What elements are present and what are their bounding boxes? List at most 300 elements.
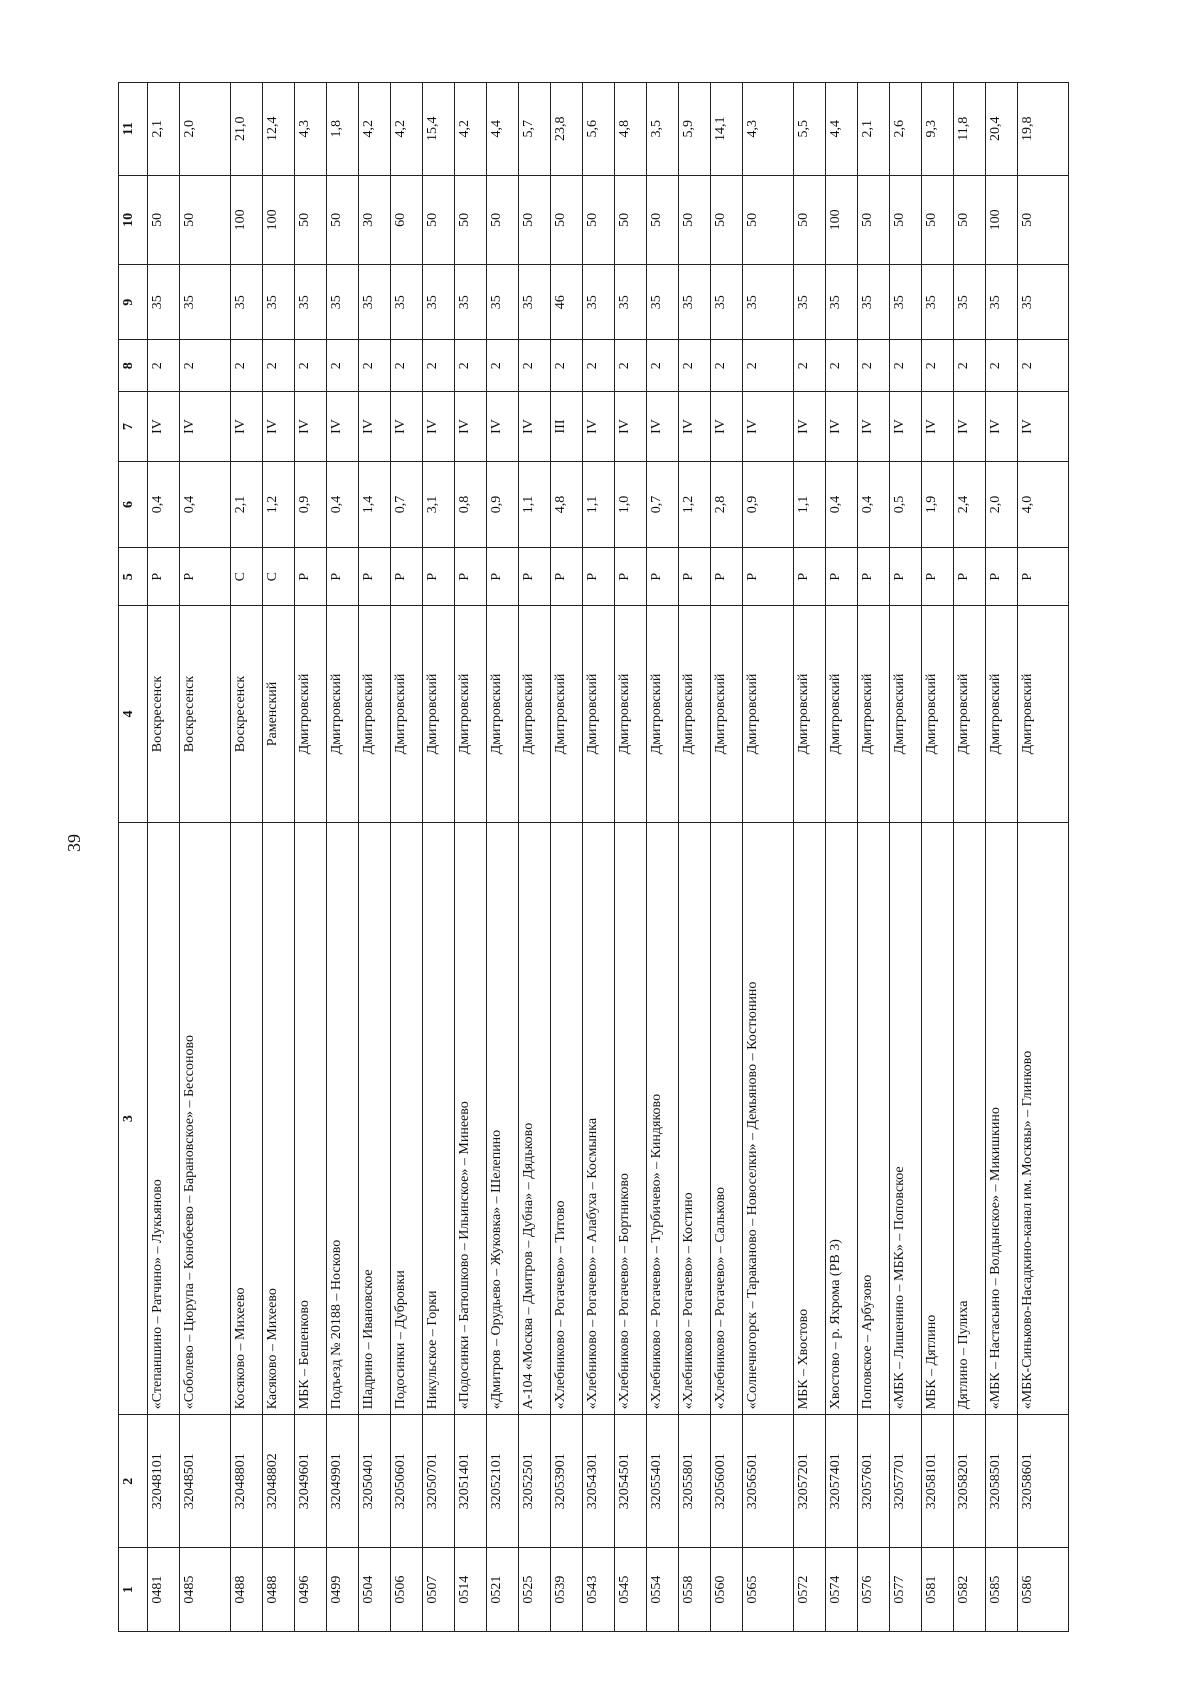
cell-road-class: IV xyxy=(487,392,519,461)
cell-road-class: III xyxy=(551,392,583,461)
cell-road-name: «МБК – Настасьино – Волдынское» – Микишкино xyxy=(986,822,1018,1414)
cell-road-name: Подосинки – Дубровки xyxy=(391,822,423,1414)
cell-category-code: С xyxy=(263,548,295,606)
cell-road-class: IV xyxy=(922,392,954,461)
cell-value-11: 2,0 xyxy=(180,83,231,176)
cell-length: 4,0 xyxy=(1018,461,1069,548)
cell-lanes: 2 xyxy=(986,340,1018,392)
cell-value-11: 5,5 xyxy=(794,83,826,176)
cell-district: Дмитровский xyxy=(359,606,391,823)
cell-value-10: 50 xyxy=(148,175,180,265)
cell-road-id: 32048802 xyxy=(263,1415,295,1548)
table-row xyxy=(423,83,455,1632)
cell-road-number: 0499 xyxy=(327,1548,359,1632)
cell-road-id: 32050601 xyxy=(391,1415,423,1548)
cell-road-id: 32052501 xyxy=(519,1415,551,1548)
cell-road-name: «Солнечногорск – Тараканово – Новоселки» – Демьяново – Костюнино xyxy=(743,822,794,1414)
cell-length: 0,4 xyxy=(826,461,858,548)
cell-length: 0,5 xyxy=(890,461,922,548)
cell-category-code: Р xyxy=(615,548,647,606)
cell-lanes: 2 xyxy=(743,340,794,392)
cell-length: 0,7 xyxy=(647,461,679,548)
cell-category-code: Р xyxy=(391,548,423,606)
cell-width: 35 xyxy=(359,265,391,340)
cell-road-number: 0572 xyxy=(794,1548,826,1632)
cell-road-name: «Дмитров – Орудьево – Жуковка» – Шелепино xyxy=(487,822,519,1414)
cell-road-name: «МБК – Лишенино – МБК» – Поповское xyxy=(890,822,922,1414)
cell-value-10: 50 xyxy=(743,175,794,265)
cell-width: 35 xyxy=(826,265,858,340)
cell-lanes: 2 xyxy=(1018,340,1069,392)
cell-district: Дмитровский xyxy=(826,606,858,823)
cell-category-code: Р xyxy=(583,548,615,606)
cell-category-code: Р xyxy=(711,548,743,606)
cell-length: 1,9 xyxy=(922,461,954,548)
cell-road-name: «Хлебниково – Рогачево» – Титово xyxy=(551,822,583,1414)
cell-value-10: 50 xyxy=(551,175,583,265)
cell-district: Дмитровский xyxy=(455,606,487,823)
cell-width: 35 xyxy=(890,265,922,340)
cell-value-10: 100 xyxy=(263,175,295,265)
cell-road-name: «Соболево – Цюрупа – Конобеево – Барановское» – Бессоново xyxy=(180,822,231,1414)
cell-district: Дмитровский xyxy=(615,606,647,823)
cell-road-id: 32057401 xyxy=(826,1415,858,1548)
cell-value-10: 50 xyxy=(455,175,487,265)
cell-road-number: 0488 xyxy=(231,1548,263,1632)
cell-value-11: 15,4 xyxy=(423,83,455,176)
table-row xyxy=(858,83,890,1632)
header-cell-1: 1 xyxy=(119,1548,148,1632)
cell-road-number: 0582 xyxy=(954,1548,986,1632)
cell-road-class: IV xyxy=(679,392,711,461)
cell-road-id: 32048101 xyxy=(148,1415,180,1548)
cell-value-11: 3,5 xyxy=(647,83,679,176)
cell-category-code: Р xyxy=(647,548,679,606)
cell-value-11: 20,4 xyxy=(986,83,1018,176)
cell-value-10: 50 xyxy=(423,175,455,265)
cell-width: 35 xyxy=(487,265,519,340)
cell-district: Воскресенск xyxy=(148,606,180,823)
table-row xyxy=(922,83,954,1632)
cell-road-number: 0525 xyxy=(519,1548,551,1632)
header-cell-7: 7 xyxy=(119,392,148,461)
cell-road-number: 0481 xyxy=(148,1548,180,1632)
cell-lanes: 2 xyxy=(954,340,986,392)
cell-road-name: МБК – Дятлино xyxy=(922,822,954,1414)
cell-road-id: 32055401 xyxy=(647,1415,679,1548)
rotated-table-frame xyxy=(118,82,1100,1632)
cell-length: 1,2 xyxy=(263,461,295,548)
cell-length: 3,1 xyxy=(423,461,455,548)
cell-lanes: 2 xyxy=(890,340,922,392)
cell-road-number: 0585 xyxy=(986,1548,1018,1632)
cell-lanes: 2 xyxy=(519,340,551,392)
cell-lanes: 2 xyxy=(327,340,359,392)
table-row xyxy=(647,83,679,1632)
cell-category-code: Р xyxy=(922,548,954,606)
cell-value-11: 4,4 xyxy=(826,83,858,176)
cell-value-11: 2,1 xyxy=(148,83,180,176)
cell-value-10: 50 xyxy=(890,175,922,265)
table-row xyxy=(327,83,359,1632)
cell-road-class: IV xyxy=(583,392,615,461)
cell-value-10: 100 xyxy=(231,175,263,265)
cell-value-11: 2,6 xyxy=(890,83,922,176)
cell-width: 35 xyxy=(295,265,327,340)
cell-road-class: IV xyxy=(263,392,295,461)
cell-road-id: 32053901 xyxy=(551,1415,583,1548)
cell-lanes: 2 xyxy=(231,340,263,392)
cell-value-10: 50 xyxy=(954,175,986,265)
cell-road-number: 0586 xyxy=(1018,1548,1069,1632)
cell-category-code: Р xyxy=(359,548,391,606)
table-row xyxy=(615,83,647,1632)
cell-value-10: 100 xyxy=(986,175,1018,265)
cell-width: 35 xyxy=(858,265,890,340)
cell-length: 2,4 xyxy=(954,461,986,548)
roads-table xyxy=(118,82,1069,1632)
cell-value-10: 50 xyxy=(647,175,679,265)
cell-length: 0,8 xyxy=(455,461,487,548)
cell-road-class: IV xyxy=(1018,392,1069,461)
header-cell-8: 8 xyxy=(119,340,148,392)
cell-road-id: 32050701 xyxy=(423,1415,455,1548)
cell-road-id: 32056501 xyxy=(743,1415,794,1548)
cell-lanes: 2 xyxy=(180,340,231,392)
cell-lanes: 2 xyxy=(922,340,954,392)
cell-length: 2,0 xyxy=(986,461,1018,548)
table-row xyxy=(794,83,826,1632)
cell-value-11: 4,4 xyxy=(487,83,519,176)
header-cell-6: 6 xyxy=(119,461,148,548)
table-row xyxy=(743,83,794,1632)
cell-district: Дмитровский xyxy=(743,606,794,823)
cell-length: 0,7 xyxy=(391,461,423,548)
cell-road-class: IV xyxy=(743,392,794,461)
cell-category-code: Р xyxy=(794,548,826,606)
cell-category-code: Р xyxy=(826,548,858,606)
cell-district: Дмитровский xyxy=(922,606,954,823)
table-row xyxy=(148,83,180,1632)
cell-value-11: 4,2 xyxy=(391,83,423,176)
cell-lanes: 2 xyxy=(794,340,826,392)
cell-road-class: IV xyxy=(231,392,263,461)
cell-district: Дмитровский xyxy=(711,606,743,823)
cell-district: Дмитровский xyxy=(679,606,711,823)
cell-district: Воскресенск xyxy=(231,606,263,823)
cell-category-code: Р xyxy=(295,548,327,606)
cell-category-code: Р xyxy=(423,548,455,606)
table-row xyxy=(826,83,858,1632)
cell-road-id: 32050401 xyxy=(359,1415,391,1548)
cell-width: 35 xyxy=(647,265,679,340)
cell-lanes: 2 xyxy=(647,340,679,392)
table-row xyxy=(359,83,391,1632)
cell-road-number: 0485 xyxy=(180,1548,231,1632)
cell-length: 0,4 xyxy=(858,461,890,548)
cell-road-id: 32048801 xyxy=(231,1415,263,1548)
cell-road-class: IV xyxy=(615,392,647,461)
cell-road-class: IV xyxy=(391,392,423,461)
cell-road-id: 32048501 xyxy=(180,1415,231,1548)
cell-value-11: 21,0 xyxy=(231,83,263,176)
cell-category-code: Р xyxy=(890,548,922,606)
cell-lanes: 2 xyxy=(148,340,180,392)
cell-value-10: 50 xyxy=(922,175,954,265)
cell-road-number: 0574 xyxy=(826,1548,858,1632)
cell-value-11: 11,8 xyxy=(954,83,986,176)
cell-road-number: 0488 xyxy=(263,1548,295,1632)
header-cell-11: 11 xyxy=(119,83,148,176)
cell-road-name: Никульское – Горки xyxy=(423,822,455,1414)
cell-district: Дмитровский xyxy=(423,606,455,823)
cell-road-number: 0577 xyxy=(890,1548,922,1632)
cell-road-id: 32049901 xyxy=(327,1415,359,1548)
cell-road-name: «Хлебниково – Рогачево» – Бортниково xyxy=(615,822,647,1414)
cell-road-name: Касяково – Михеево xyxy=(263,822,295,1414)
cell-length: 1,1 xyxy=(519,461,551,548)
header-cell-3: 3 xyxy=(119,822,148,1414)
cell-value-10: 50 xyxy=(327,175,359,265)
cell-road-class: IV xyxy=(148,392,180,461)
cell-road-name: МБК – Хвостово xyxy=(794,822,826,1414)
cell-lanes: 2 xyxy=(423,340,455,392)
cell-category-code: Р xyxy=(679,548,711,606)
cell-width: 35 xyxy=(423,265,455,340)
cell-length: 1,2 xyxy=(679,461,711,548)
cell-road-class: IV xyxy=(423,392,455,461)
table-row xyxy=(295,83,327,1632)
table-row xyxy=(231,83,263,1632)
cell-length: 1,0 xyxy=(615,461,647,548)
cell-road-number: 0576 xyxy=(858,1548,890,1632)
cell-road-name: Дятлино – Пулиха xyxy=(954,822,986,1414)
cell-district: Дмитровский xyxy=(890,606,922,823)
cell-category-code: Р xyxy=(551,548,583,606)
cell-value-10: 50 xyxy=(679,175,711,265)
header-cell-9: 9 xyxy=(119,265,148,340)
cell-lanes: 2 xyxy=(615,340,647,392)
cell-length: 4,8 xyxy=(551,461,583,548)
cell-length: 1,1 xyxy=(583,461,615,548)
table-row xyxy=(487,83,519,1632)
cell-district: Дмитровский xyxy=(794,606,826,823)
table-row xyxy=(954,83,986,1632)
table-row xyxy=(551,83,583,1632)
cell-road-class: IV xyxy=(711,392,743,461)
page-number: 39 xyxy=(64,834,84,852)
cell-width: 35 xyxy=(794,265,826,340)
cell-value-10: 50 xyxy=(583,175,615,265)
cell-road-class: IV xyxy=(647,392,679,461)
table-row xyxy=(180,83,231,1632)
cell-road-name: «Степаншино – Ратчино» – Лукьяново xyxy=(148,822,180,1414)
cell-value-10: 60 xyxy=(391,175,423,265)
cell-width: 35 xyxy=(327,265,359,340)
cell-road-class: IV xyxy=(986,392,1018,461)
cell-category-code: Р xyxy=(327,548,359,606)
cell-road-number: 0539 xyxy=(551,1548,583,1632)
header-cell-4: 4 xyxy=(119,606,148,823)
cell-road-id: 32057201 xyxy=(794,1415,826,1548)
cell-value-10: 50 xyxy=(794,175,826,265)
cell-road-class: IV xyxy=(455,392,487,461)
cell-road-id: 32058501 xyxy=(986,1415,1018,1548)
cell-road-class: IV xyxy=(826,392,858,461)
cell-road-class: IV xyxy=(519,392,551,461)
cell-value-11: 5,9 xyxy=(679,83,711,176)
cell-road-id: 32057601 xyxy=(858,1415,890,1548)
cell-road-name: «Хлебниково – Рогачево» – Костино xyxy=(679,822,711,1414)
cell-lanes: 2 xyxy=(583,340,615,392)
cell-lanes: 2 xyxy=(711,340,743,392)
cell-width: 35 xyxy=(615,265,647,340)
cell-width: 35 xyxy=(711,265,743,340)
cell-road-number: 0560 xyxy=(711,1548,743,1632)
cell-lanes: 2 xyxy=(826,340,858,392)
cell-road-name: «Хлебниково – Рогачево» – Сальково xyxy=(711,822,743,1414)
cell-value-10: 50 xyxy=(1018,175,1069,265)
cell-value-10: 50 xyxy=(711,175,743,265)
cell-road-name: Поповское – Арбузово xyxy=(858,822,890,1414)
cell-road-name: Хвостово – р. Яхрома (РВ 3) xyxy=(826,822,858,1414)
cell-road-number: 0554 xyxy=(647,1548,679,1632)
cell-length: 0,4 xyxy=(148,461,180,548)
cell-road-id: 32058601 xyxy=(1018,1415,1069,1548)
cell-width: 35 xyxy=(455,265,487,340)
cell-length: 1,1 xyxy=(794,461,826,548)
table-row xyxy=(890,83,922,1632)
cell-lanes: 2 xyxy=(391,340,423,392)
cell-district: Дмитровский xyxy=(858,606,890,823)
cell-road-name: «Подосинки – Батюшково – Ильинское» – Минеево xyxy=(455,822,487,1414)
table-row xyxy=(1018,83,1069,1632)
cell-road-id: 32054501 xyxy=(615,1415,647,1548)
cell-road-number: 0507 xyxy=(423,1548,455,1632)
cell-width: 35 xyxy=(391,265,423,340)
cell-lanes: 2 xyxy=(263,340,295,392)
cell-road-number: 0558 xyxy=(679,1548,711,1632)
table-row xyxy=(455,83,487,1632)
cell-district: Дмитровский xyxy=(1018,606,1069,823)
cell-length: 0,4 xyxy=(327,461,359,548)
cell-value-11: 5,7 xyxy=(519,83,551,176)
cell-width: 35 xyxy=(583,265,615,340)
cell-road-name: Косяково – Михеево xyxy=(231,822,263,1414)
cell-value-11: 5,6 xyxy=(583,83,615,176)
cell-road-name: «Хлебниково – Рогачево» – Алабуха – Космынка xyxy=(583,822,615,1414)
table-row xyxy=(711,83,743,1632)
table-row xyxy=(391,83,423,1632)
cell-district: Дмитровский xyxy=(954,606,986,823)
cell-road-number: 0543 xyxy=(583,1548,615,1632)
cell-road-number: 0545 xyxy=(615,1548,647,1632)
header-cell-10: 10 xyxy=(119,175,148,265)
cell-length: 0,9 xyxy=(487,461,519,548)
cell-category-code: Р xyxy=(519,548,551,606)
cell-lanes: 2 xyxy=(455,340,487,392)
header-row xyxy=(119,83,148,1632)
cell-category-code: С xyxy=(231,548,263,606)
cell-width: 35 xyxy=(1018,265,1069,340)
cell-district: Дмитровский xyxy=(487,606,519,823)
cell-width: 35 xyxy=(180,265,231,340)
table-row xyxy=(986,83,1018,1632)
cell-district: Дмитровский xyxy=(295,606,327,823)
cell-category-code: Р xyxy=(954,548,986,606)
cell-district: Дмитровский xyxy=(327,606,359,823)
table-row xyxy=(583,83,615,1632)
cell-category-code: Р xyxy=(180,548,231,606)
cell-value-10: 50 xyxy=(858,175,890,265)
header-cell-5: 5 xyxy=(119,548,148,606)
table-row xyxy=(519,83,551,1632)
cell-road-class: IV xyxy=(858,392,890,461)
cell-width: 35 xyxy=(986,265,1018,340)
cell-road-class: IV xyxy=(327,392,359,461)
cell-road-number: 0506 xyxy=(391,1548,423,1632)
cell-value-11: 4,2 xyxy=(359,83,391,176)
cell-category-code: Р xyxy=(743,548,794,606)
cell-value-10: 50 xyxy=(487,175,519,265)
cell-road-number: 0514 xyxy=(455,1548,487,1632)
cell-district: Дмитровский xyxy=(519,606,551,823)
cell-length: 0,9 xyxy=(743,461,794,548)
cell-value-11: 12,4 xyxy=(263,83,295,176)
cell-value-11: 4,3 xyxy=(295,83,327,176)
cell-lanes: 2 xyxy=(858,340,890,392)
cell-width: 35 xyxy=(743,265,794,340)
cell-width: 35 xyxy=(148,265,180,340)
cell-category-code: Р xyxy=(858,548,890,606)
cell-category-code: Р xyxy=(986,548,1018,606)
cell-road-number: 0565 xyxy=(743,1548,794,1632)
cell-road-number: 0581 xyxy=(922,1548,954,1632)
cell-width: 46 xyxy=(551,265,583,340)
cell-width: 35 xyxy=(679,265,711,340)
cell-road-class: IV xyxy=(180,392,231,461)
cell-district: Раменский xyxy=(263,606,295,823)
table-body xyxy=(148,83,1069,1632)
cell-road-id: 32054301 xyxy=(583,1415,615,1548)
cell-value-11: 9,3 xyxy=(922,83,954,176)
cell-category-code: Р xyxy=(487,548,519,606)
cell-road-class: IV xyxy=(954,392,986,461)
cell-road-name: Подъезд № 20188 – Носково xyxy=(327,822,359,1414)
cell-road-id: 32056001 xyxy=(711,1415,743,1548)
cell-length: 2,8 xyxy=(711,461,743,548)
cell-value-10: 50 xyxy=(295,175,327,265)
cell-value-11: 4,2 xyxy=(455,83,487,176)
cell-road-class: IV xyxy=(359,392,391,461)
cell-lanes: 2 xyxy=(551,340,583,392)
cell-road-id: 32058101 xyxy=(922,1415,954,1548)
cell-value-10: 50 xyxy=(180,175,231,265)
cell-value-11: 2,1 xyxy=(858,83,890,176)
cell-lanes: 2 xyxy=(679,340,711,392)
header-cell-2: 2 xyxy=(119,1415,148,1548)
table-container xyxy=(118,82,1100,1632)
cell-length: 2,1 xyxy=(231,461,263,548)
cell-length: 0,4 xyxy=(180,461,231,548)
cell-road-id: 32052101 xyxy=(487,1415,519,1548)
cell-road-class: IV xyxy=(794,392,826,461)
cell-road-class: IV xyxy=(295,392,327,461)
cell-district: Дмитровский xyxy=(583,606,615,823)
cell-road-name: «МБК-Синьково-Насадкино-канал им. Москвы» – Глинково xyxy=(1018,822,1069,1414)
cell-district: Дмитровский xyxy=(551,606,583,823)
table-row xyxy=(263,83,295,1632)
